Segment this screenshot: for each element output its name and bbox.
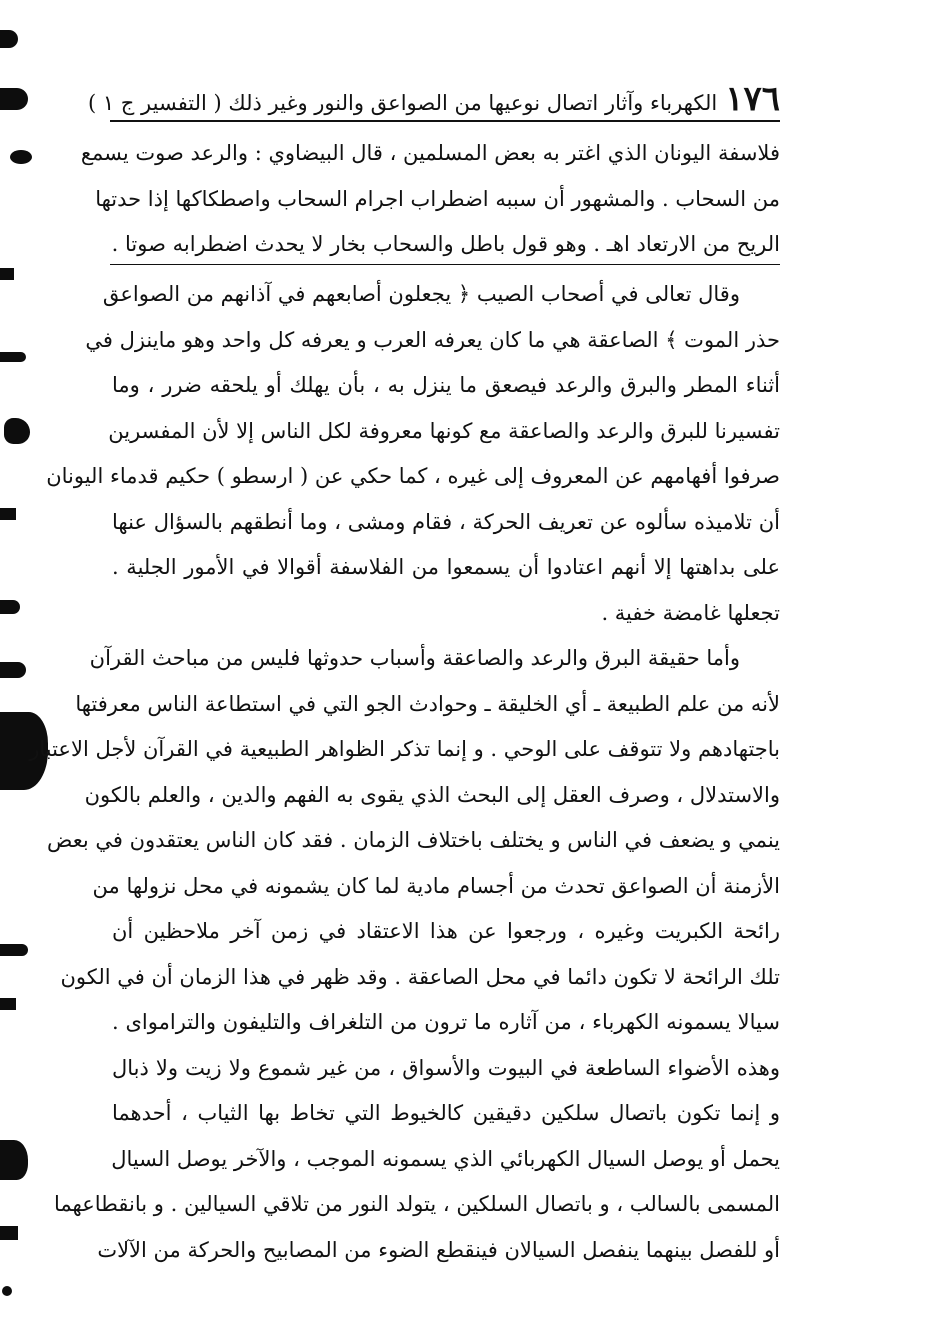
text-line: المسمى بالسالب ، و باتصال السلكين ، يتولد النور من تلاقي السيالين . و بانقطاعهما (54, 1192, 780, 1216)
text-line: سيالا يسمونه الكهرباء ، من آثاره ما ترون من التلغراف والتليفون والتراموای . (112, 1010, 780, 1034)
text-line: أثناء المطر والبرق والرعد فيصعق ما ينزل به ، بأن يهلك أو يلحقه ضرر ، وما (112, 373, 781, 397)
scan-artifact (0, 600, 20, 614)
scan-artifact (0, 88, 28, 110)
text-line: من السحاب . والمشهور أن سببه اضطراب اجرام السحاب واصطكاكها إذا حدتها (95, 186, 780, 211)
scan-artifact (0, 508, 16, 520)
scan-artifact (0, 998, 16, 1010)
text-line: الريح من الارتعاد اهـ . وهو قول باطل والسحاب بخار لا يحدث اضطرابه صوتا . (111, 232, 780, 256)
page-header (87, 72, 780, 122)
scan-artifact (4, 418, 30, 444)
text-line: رائحة الكبريت وغيره ، ورجعوا عن هذا الاعتقاد في زمن آخر ملاحظين أن (112, 919, 780, 943)
text-line: الأزمنة أن الصواعق تحدث من أجسام مادية لما كان يشمونه في محل نزولها من (92, 873, 780, 898)
scan-artifact (0, 352, 26, 362)
scan-artifact (2, 1286, 12, 1296)
scan-artifact (0, 944, 28, 956)
text-line: يحمل أو يوصل السيال الكهربائي الذي يسمونه الموجب ، والآخر يوصل السيال (111, 1146, 780, 1171)
text-line: على بداهتها إلا أنهم اعتادوا أن يسمعوا من الفلاسفة أقوالا في الأمور الجلية . (112, 555, 780, 579)
text-line: تفسيرنا للبرق والرعد والصاعقة مع كونها معروفة لكل الناس إلا لأن المفسرين (108, 418, 780, 443)
text-line: تجعلها غامضة خفية . (601, 600, 780, 625)
scan-artifact (0, 1140, 28, 1180)
text-line: تلك الرائحة لا تكون دائما في محل الصاعقة . وقد ظهر في هذا الزمان أن في الكون (60, 964, 780, 989)
page-number: ١٧٦ (725, 79, 780, 119)
continued-paragraph (80, 131, 780, 268)
running-title: الكهرباء وآثار اتصال نوعيها من الصواعق والنور وغير ذلك ( التفسير ج ١ ) (87, 91, 718, 115)
text-line: والاستدلال ، وصرف العقل إلى البحث الذي يقوى به الفهم والدين ، والعلم بالكون (84, 782, 780, 807)
text-line: فلاسفة اليونان الذي اغتر به بعض المسلمين ، قال البيضاوي : والرعد صوت يسمع (80, 141, 780, 165)
text-line: وأما حقيقة البرق والرعد والصاعقة وأسباب حدوثها فليس من مباحث القرآن (89, 646, 740, 670)
scan-artifact (0, 662, 26, 678)
text-line: وقال تعالى في أصحاب الصيب ﴿ يجعلون أصابعهم في آذانهم من الصواعق (102, 282, 740, 306)
main-text (29, 272, 781, 1273)
text-line: حذر الموت ﴾ الصاعقة هي ما كان يعرفه العرب و يعرفه كل واحد وهو ماينزل في (85, 327, 780, 352)
scan-artifact (10, 150, 32, 164)
text-line: صرفوا أفهامهم عن المعروف إلى غيره ، كما حكي عن ( ارسطو ) حكيم قدماء اليونان (46, 464, 780, 488)
text-line: باجتهادهم ولا تتوقف على الوحي . و إنما تذكر الظواهر الطبيعية في القرآن لأجل الاعتبار (29, 737, 780, 761)
text-line: أو للفصل بينهما ينفصل السيالان فينقطع الضوء من المصابيح والحركة من الآلات (97, 1237, 780, 1262)
text-line: لأنه من علم الطبيعة ـ أي الخليقة ـ وحوادث الجو التي في استطاعة الناس معرفتها (75, 691, 780, 716)
text-line: و إنما تكون باتصال سلكين دقيقين كالخيوط التي تخاط بها الثياب ، أحدهما (112, 1101, 780, 1125)
scan-artifact (0, 30, 18, 48)
scan-artifact (0, 1226, 18, 1240)
text-line: وهذه الأضواء الساطعة في البيوت والأسواق ، من غير شموع ولا زيت ولا ذبال (112, 1055, 780, 1080)
text-line: ينمي و يضعف في الناس و يختلف باختلاف الزمان . فقد كان الناس يعتقدون في بعض (46, 828, 780, 852)
scan-artifact (0, 268, 14, 280)
section-separator (110, 264, 780, 265)
text-line: أن تلاميذه سألوه عن تعريف الحركة ، فقام ومشى ، وما أنطقهم بالسؤال عنها (112, 509, 780, 534)
